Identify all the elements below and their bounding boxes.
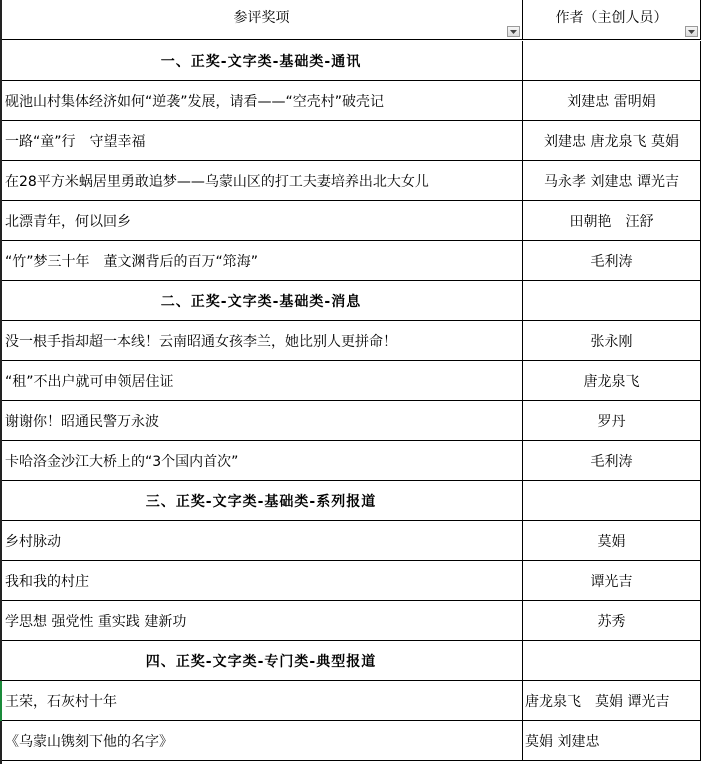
- table-row: [0, 561, 701, 601]
- header-author-label: 作者（主创人员）: [555, 9, 668, 26]
- author-cell[interactable]: [523, 441, 701, 481]
- section-title-cell[interactable]: [0, 481, 523, 521]
- award-title: 卡哈洛金沙江大桥上的“3个国内首次”: [5, 453, 239, 470]
- section-title-cell[interactable]: [0, 41, 523, 81]
- author-cell[interactable]: [523, 81, 701, 121]
- author-cell[interactable]: [523, 481, 701, 521]
- author-names: 刘建忠 雷明娟: [567, 93, 656, 110]
- award-title: 王荣，石灰村十年: [5, 693, 117, 710]
- table-row: [0, 121, 701, 161]
- table-row: [0, 161, 701, 201]
- award-cell[interactable]: [0, 81, 523, 121]
- table-row: [0, 401, 701, 441]
- author-names: 毛利涛: [590, 253, 633, 270]
- award-cell[interactable]: [0, 521, 523, 561]
- award-title: 乡村脉动: [5, 533, 61, 550]
- author-cell[interactable]: [523, 521, 701, 561]
- selection-indicator: [0, 681, 2, 721]
- award-title: “竹”梦三十年 董文渊背后的百万“筇海”: [5, 253, 259, 270]
- section-row: [0, 281, 701, 321]
- award-cell[interactable]: [0, 241, 523, 281]
- author-cell[interactable]: [523, 641, 701, 681]
- author-names: 莫娟 刘建忠: [525, 733, 600, 750]
- award-title: 《乌蒙山镌刻下他的名字》: [5, 733, 173, 750]
- table-row: [0, 601, 701, 641]
- award-title: 谢谢你！昭通民警万永波: [5, 413, 159, 430]
- dropdown-filter-icon[interactable]: [685, 26, 698, 37]
- author-cell[interactable]: [523, 561, 701, 601]
- section-row: [0, 481, 701, 521]
- header-row: [0, 0, 701, 40]
- author-cell[interactable]: [523, 241, 701, 281]
- table-row: [0, 241, 701, 281]
- author-cell[interactable]: [523, 161, 701, 201]
- award-title: 我和我的村庄: [5, 573, 89, 590]
- author-cell[interactable]: [523, 41, 701, 81]
- section-row: [0, 41, 701, 81]
- table-row: [0, 201, 701, 241]
- author-names: 刘建忠 唐龙泉飞 莫娟: [544, 133, 679, 150]
- award-title: 在28平方米蜗居里勇敢追梦——乌蒙山区的打工夫妻培养出北大女儿: [5, 173, 429, 190]
- author-cell[interactable]: [523, 401, 701, 441]
- award-cell[interactable]: [0, 121, 523, 161]
- table-row: [0, 361, 701, 401]
- table-row: [0, 521, 701, 561]
- author-names: 莫娟: [597, 533, 626, 550]
- award-cell[interactable]: [0, 161, 523, 201]
- header-award-cell[interactable]: [0, 0, 523, 40]
- award-title: 学思想 强党性 重实践 建新功: [5, 613, 187, 630]
- dropdown-filter-icon[interactable]: [507, 26, 520, 37]
- author-names: 田朝艳 汪舒: [569, 213, 654, 230]
- table-row: [0, 681, 701, 721]
- table-row: [0, 81, 701, 121]
- award-cell[interactable]: [0, 721, 523, 761]
- award-title: 北漂青年，何以回乡: [5, 213, 131, 230]
- award-title: 砚池山村集体经济如何“逆袭”发展，请看——“空壳村”破壳记: [5, 93, 385, 110]
- section-title-cell[interactable]: [0, 641, 523, 681]
- award-cell[interactable]: [0, 441, 523, 481]
- author-cell[interactable]: [523, 601, 701, 641]
- author-cell[interactable]: [523, 121, 701, 161]
- author-names: 唐龙泉飞: [583, 373, 640, 390]
- award-title: “租”不出户就可申领居住证: [5, 373, 174, 390]
- author-names: 毛利涛: [590, 453, 633, 470]
- section-title: 二、正奖-文字类-基础类-消息: [160, 293, 362, 310]
- award-cell[interactable]: [0, 681, 523, 721]
- section-title: 三、正奖-文字类-基础类-系列报道: [145, 493, 377, 510]
- header-author-cell[interactable]: [523, 0, 701, 40]
- section-title: 四、正奖-文字类-专门类-典型报道: [145, 653, 377, 670]
- section-title: 一、正奖-文字类-基础类-通讯: [160, 53, 362, 70]
- award-title: 一路“童”行 守望幸福: [5, 133, 146, 150]
- table-row: [0, 321, 701, 361]
- author-cell[interactable]: [523, 361, 701, 401]
- author-names: 张永刚: [590, 333, 633, 350]
- author-names: 马永孝 刘建忠 谭光吉: [544, 173, 679, 190]
- author-names: 唐龙泉飞 莫娟 谭光吉: [525, 693, 670, 710]
- author-cell[interactable]: [523, 321, 701, 361]
- table-row: [0, 721, 701, 761]
- author-names: 苏秀: [597, 613, 626, 630]
- author-cell[interactable]: [523, 721, 701, 761]
- author-names: 罗丹: [597, 413, 626, 430]
- award-cell[interactable]: [0, 401, 523, 441]
- section-row: [0, 641, 701, 681]
- header-award-label: 参评奖项: [233, 9, 290, 26]
- author-cell[interactable]: [523, 201, 701, 241]
- section-title-cell[interactable]: [0, 281, 523, 321]
- sheet-left-border: [0, 0, 2, 764]
- award-cell[interactable]: [0, 361, 523, 401]
- table-row: [0, 441, 701, 481]
- award-cell[interactable]: [0, 201, 523, 241]
- award-title: 没一根手指却超一本线！云南昭通女孩李兰，她比别人更拼命！: [5, 333, 397, 350]
- award-cell[interactable]: [0, 561, 523, 601]
- author-names: 谭光吉: [590, 573, 633, 590]
- author-cell[interactable]: [523, 681, 701, 721]
- author-cell[interactable]: [523, 281, 701, 321]
- award-cell[interactable]: [0, 601, 523, 641]
- award-cell[interactable]: [0, 321, 523, 361]
